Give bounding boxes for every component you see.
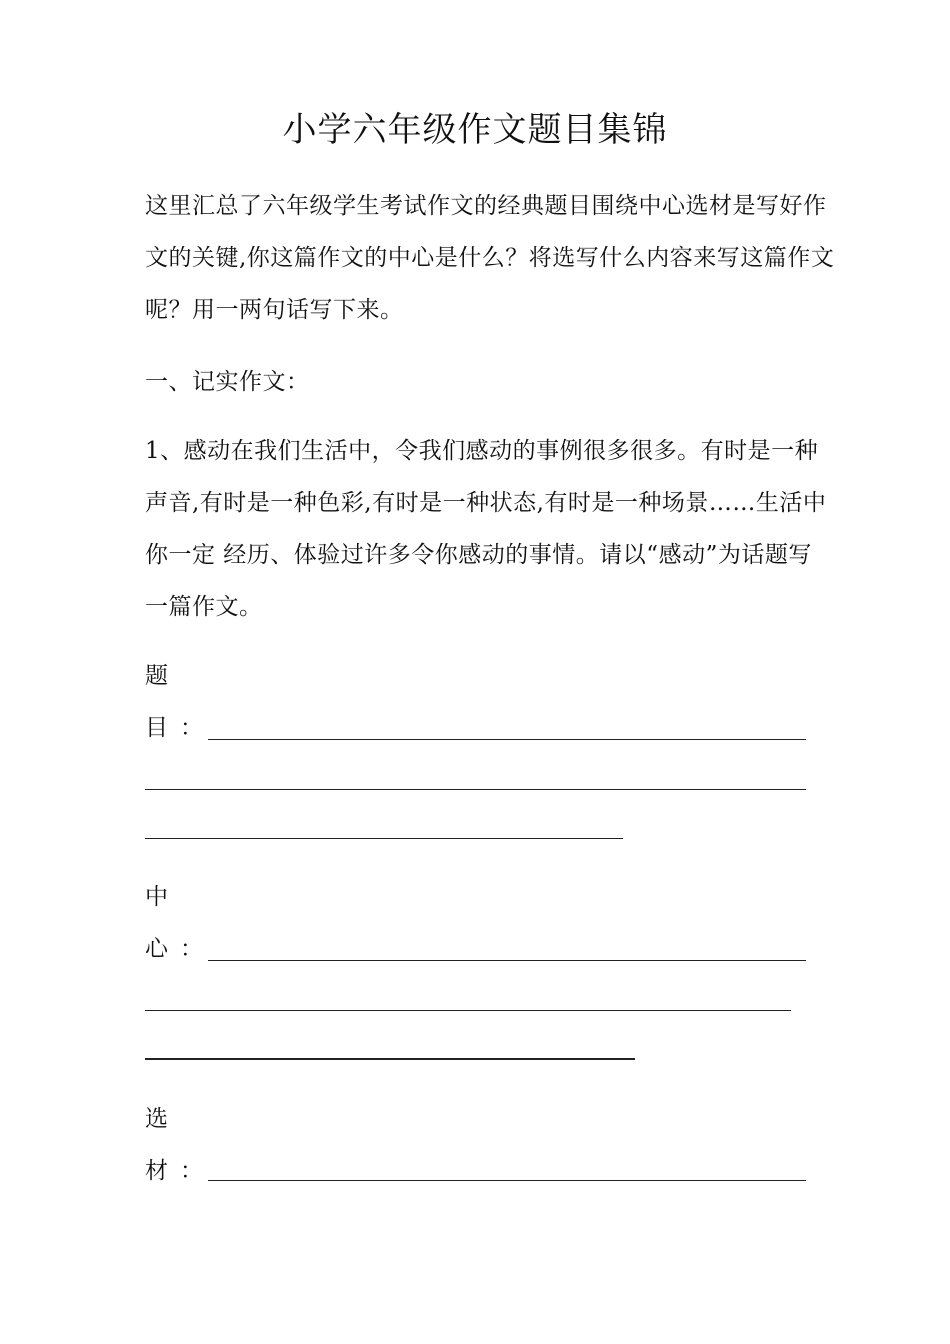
center-answer-line-2[interactable] (145, 1010, 791, 1011)
intro-paragraph: 这里汇总了六年级学生考试作文的经典题目围绕中心选材是写好作文的关键,你这篇作文的中心是什么？将选写什么内容来写这篇作文呢？用一两句话写下来。 (145, 193, 835, 323)
topic-label-char2: 目： (145, 715, 215, 741)
topic-answer-line-1[interactable] (208, 739, 806, 740)
page-title: 小学六年级作文题目集锦 (282, 110, 668, 150)
topic-label-char1: 题 (145, 663, 168, 689)
center-label-char1: 中 (145, 884, 168, 910)
center-answer-line-3[interactable] (145, 1058, 635, 1060)
material-label-char2: 材： (145, 1158, 215, 1184)
section-heading: 一、记实作文： (145, 369, 310, 395)
center-label-char2: 心： (145, 936, 215, 962)
question-1: 1、感动在我们生活中，令我们感动的事例很多很多。有时是一种声音,有时是一种色彩,有时是一种状态,有时是一种场景……生活中你一定 经历、体验过许多令你感动的事情。请以“感动”为话题写一篇作文。 (145, 438, 827, 620)
topic-answer-line-3[interactable] (145, 838, 623, 839)
material-label-char1: 选 (145, 1106, 168, 1132)
topic-answer-line-2[interactable] (145, 789, 806, 790)
center-answer-line-1[interactable] (208, 960, 806, 961)
material-answer-line-1[interactable] (208, 1180, 806, 1181)
